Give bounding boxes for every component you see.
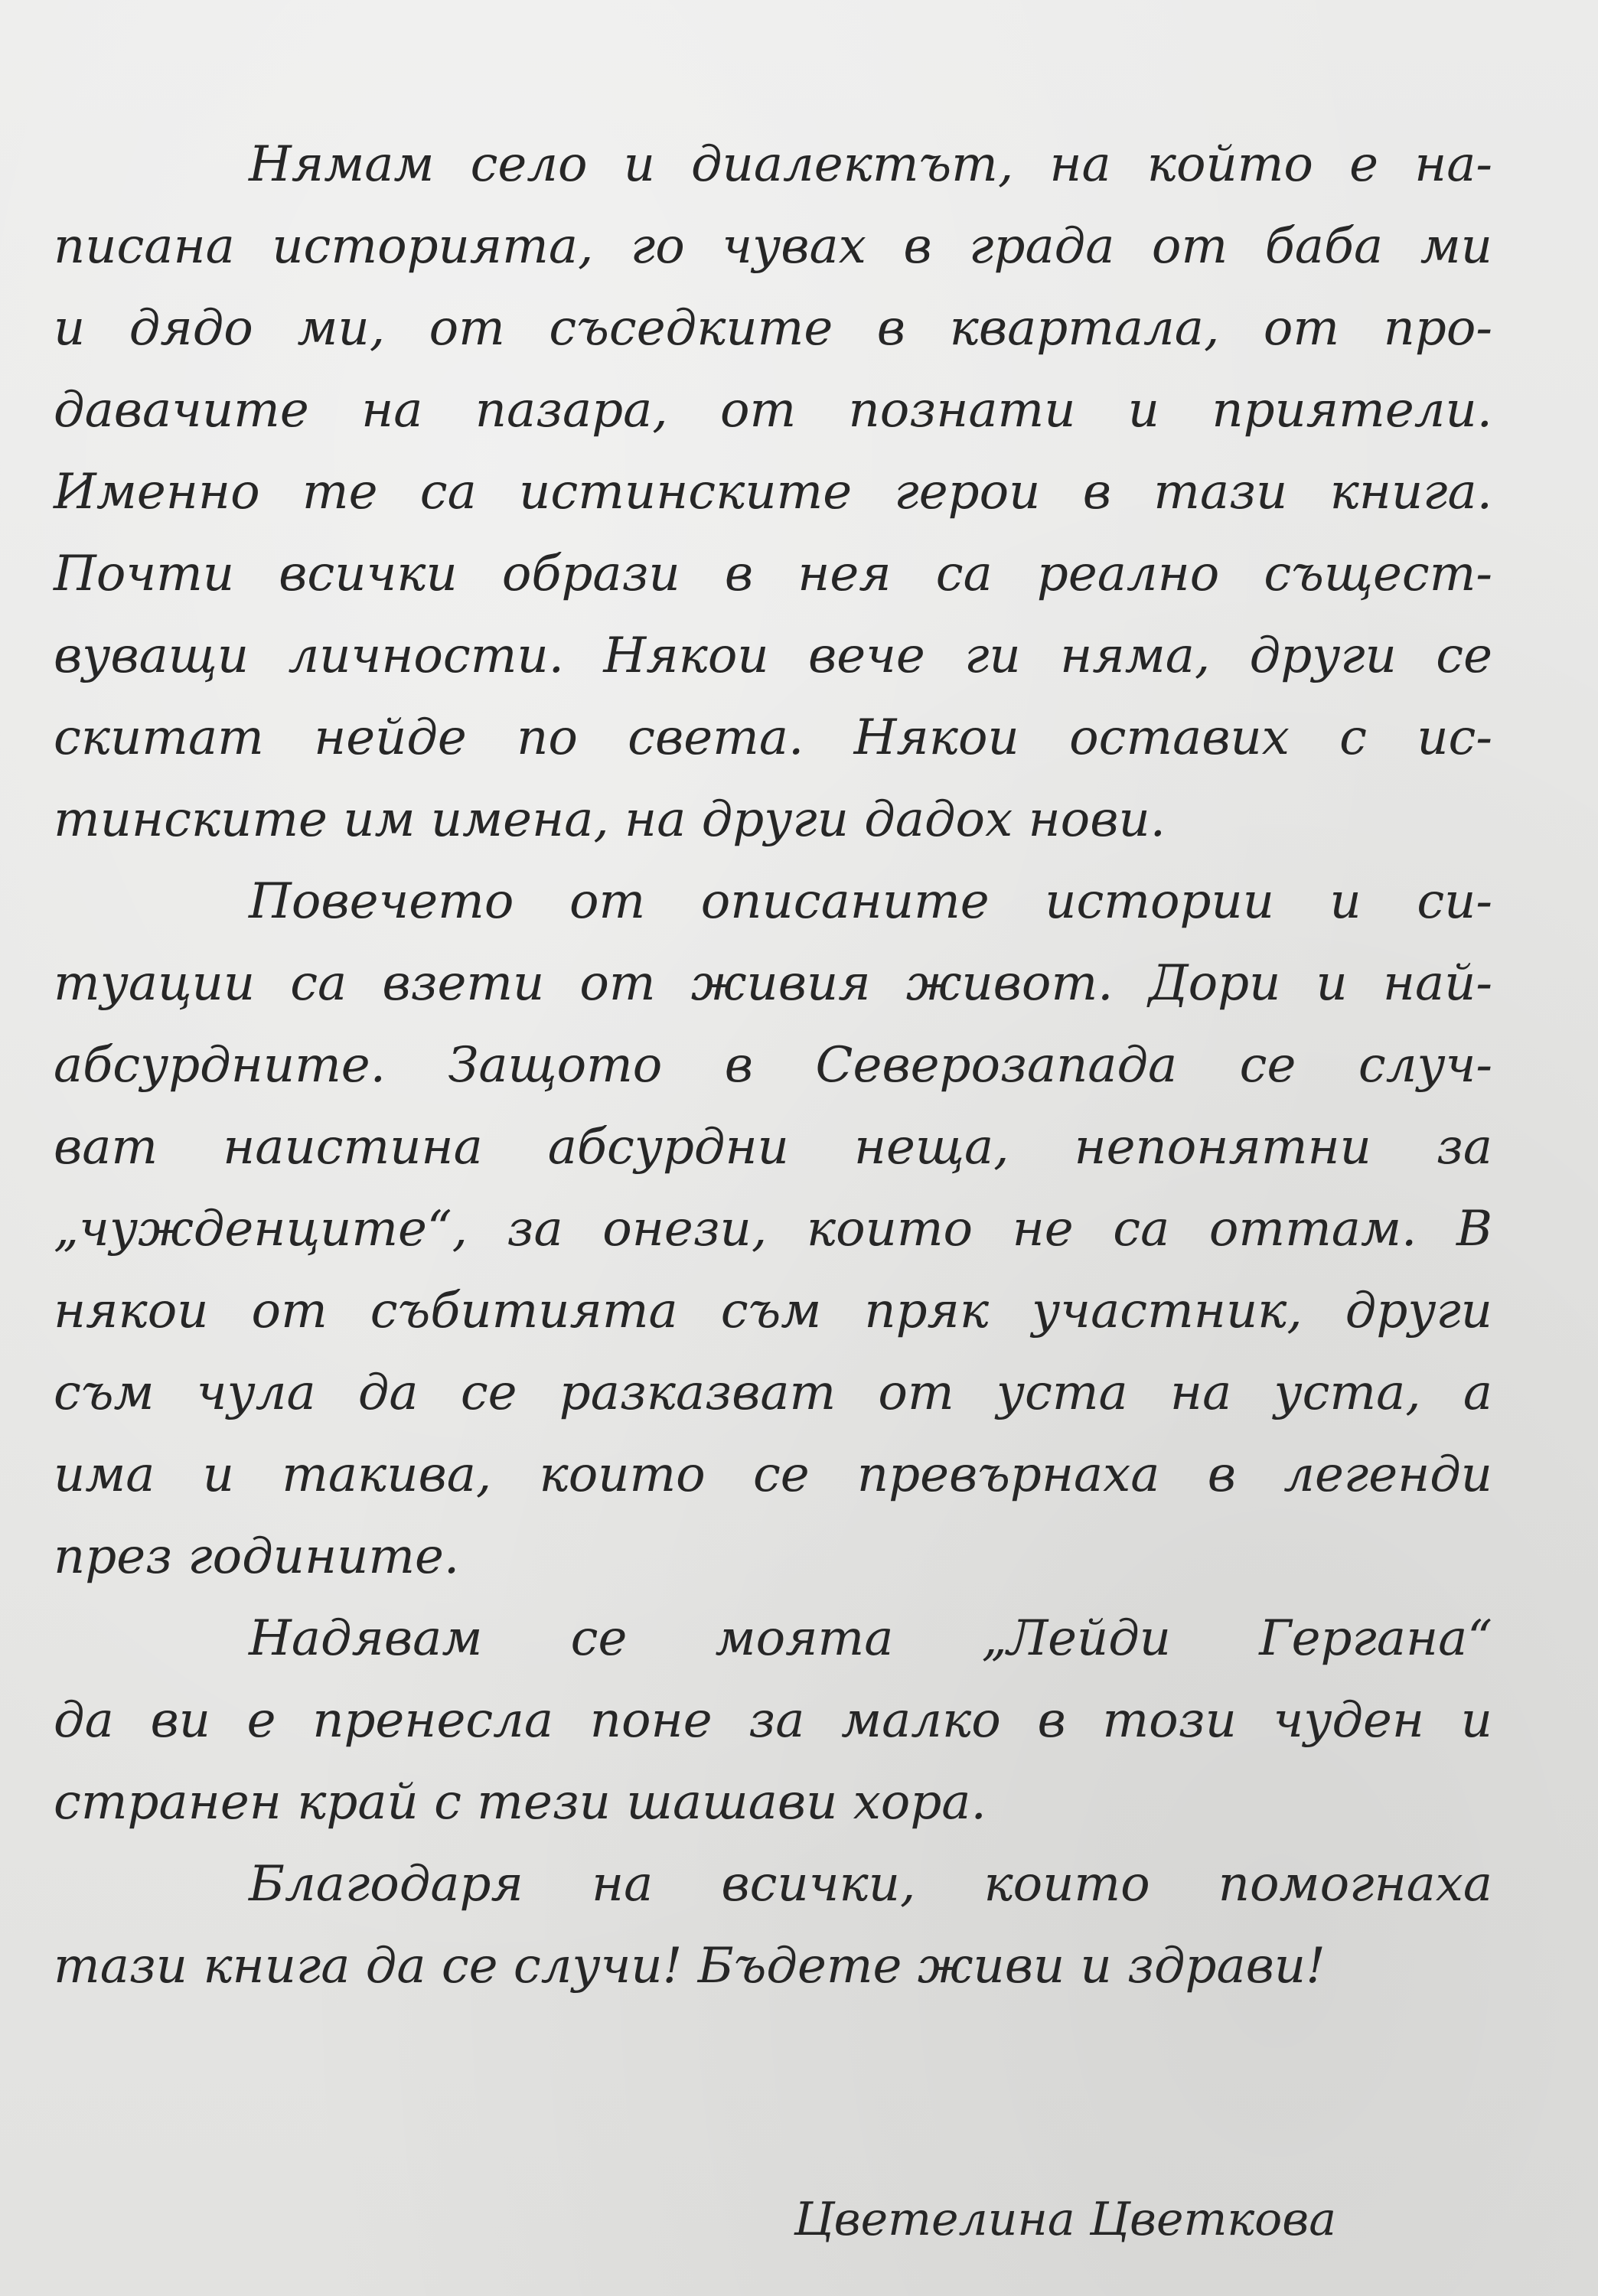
text-line: Надявам се моята „Лейди Гергана“: [249, 1610, 1492, 1667]
paragraph-3: [54, 1598, 1492, 1844]
text-line: вуващи личности. Някои вече ги няма, други се: [54, 628, 1492, 684]
text-line: да ви е пренесла поне за малко в този чуден и: [54, 1692, 1492, 1749]
text-line: туации са взети от живия живот. Дори и най-: [54, 955, 1492, 1012]
text-line: Почти всички образи в нея са реално същест-: [54, 546, 1492, 602]
text-line: тази книга да се случи! Бъдете живи и здрави!: [54, 1938, 1326, 1994]
text-line: тинските им имена, на други дадох нови.: [54, 791, 1166, 848]
body-text: [54, 124, 1492, 2007]
text-line: скитат нейде по света. Някои оставих с ис-: [54, 709, 1492, 766]
text-line: Повечето от описаните истории и си-: [249, 873, 1492, 930]
paragraph-4: [54, 1844, 1492, 2007]
text-line: и дядо ми, от съседките в квартала, от про-: [54, 300, 1492, 357]
text-line: абсурдните. Защото в Северозапада се случ-: [54, 1037, 1492, 1094]
paragraph-1: [54, 124, 1492, 861]
text-line: Нямам село и диалектът, на който е на-: [249, 136, 1492, 193]
text-line: странен край с тези шашави хора.: [54, 1774, 987, 1831]
text-line: давачите на пазара, от познати и приятели.: [54, 382, 1492, 439]
author-signature: Цветелина Цветкова: [794, 2193, 1336, 2246]
text-line: през годините.: [54, 1528, 460, 1585]
text-line: Именно те са истинските герои в тази книга.: [54, 464, 1492, 520]
text-line: Благодаря на всички, които помогнаха: [249, 1856, 1492, 1913]
text-line: съм чула да се разказват от уста на уста, а: [54, 1365, 1492, 1421]
paragraph-2: [54, 861, 1492, 1598]
text-line: има и такива, които се превърнаха в легенди: [54, 1446, 1492, 1503]
text-line: ват наистина абсурдни неща, непонятни за: [54, 1119, 1492, 1176]
text-line: някои от събитията съм пряк участник, други: [54, 1283, 1492, 1339]
text-line: „чужденците“, за онези, които не са оттам. В: [54, 1201, 1492, 1257]
text-line: писана историята, го чувах в града от баба ми: [54, 218, 1492, 275]
